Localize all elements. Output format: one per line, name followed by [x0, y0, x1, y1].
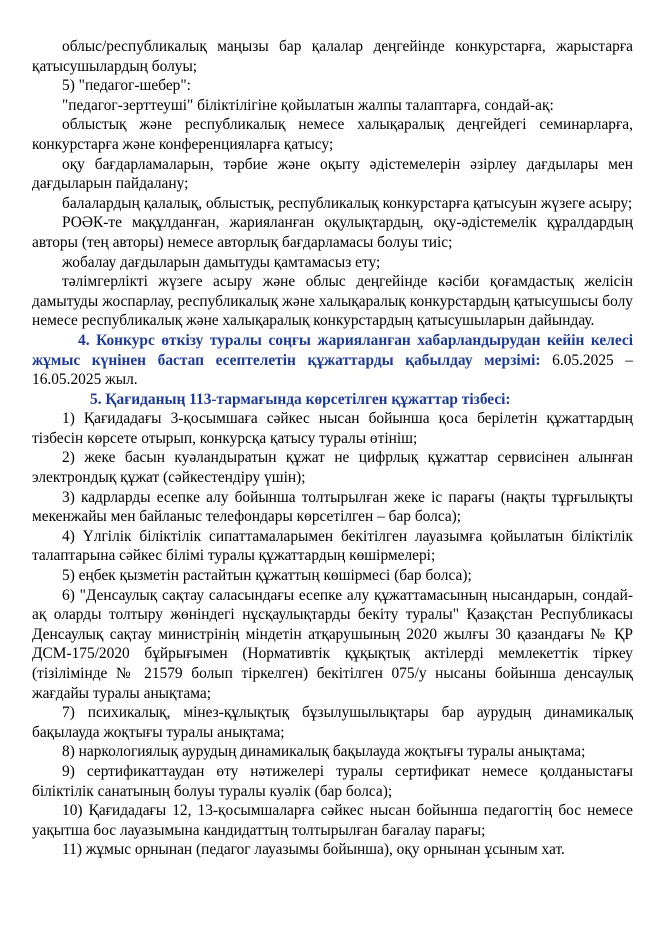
paragraph: оқу бағдарламаларын, тәрбие және оқыту әдістемелерін әзірлеу дағдылары мен дағдыларын пайдалану;: [32, 155, 633, 193]
paragraph: "педагог-зерттеуші" біліктілігіне қойылатын жалпы талаптарға, сондай-ақ:: [62, 96, 554, 114]
list-item: 8) наркологиялық аурудың динамикалық бақылауда жоқтығы туралы анықтама;: [62, 743, 586, 761]
list-item: 9) сертификаттаудан өту нәтижелері туралы сертификат немесе қолданыстағы біліктілік санатының болуы туралы куәлік (бар болса);: [32, 762, 633, 800]
list-item: 4) Үлгілік біліктілік сипаттамаларымен бекітілген лауазымға қойылатын біліктілік талаптарына сәйкес білімі туралы құжаттардың көшірмелері;: [32, 527, 633, 565]
list-item: 7) психикалық, мінез-құлықтық бұзылушылықтары бар аурудың динамикалық бақылауда жоқтығы туралы анықтама;: [32, 704, 633, 741]
paragraph: облыстық және республикалық немесе халықаралық деңгейдегі семинарларға, конкурстарға және конференцияларға қатысу;: [32, 116, 633, 153]
list-item: 1) Қағидадағы 3-қосымшаға сәйкес нысан бойынша қоса берілетін құжаттардың тізбесін көрсете отырып, конкурсқа қатысу туралы өтініш;: [32, 410, 633, 447]
paragraph: 5) "педагог-шебер":: [62, 77, 191, 95]
section-5-heading: 5. Қағиданың 113-тармағында көрсетілген құжаттар тізбесі:: [90, 390, 511, 408]
list-item: 10) Қағидадағы 12, 13-қосымшаларға сәйкес нысан бойынша педагогтің бос немесе уақытша бос лауазымына кандидаттың толтырылған бағалау парағы;: [32, 802, 633, 839]
list-item: 5) еңбек қызметін растайтын құжаттың көшірмесі (бар болса);: [62, 567, 472, 585]
list-item: 6) "Денсаулық сақтау саласындағы есепке алу құжаттамасының нысандарын, сондай-ақ оларды толтыру жөніндегі нұсқаулықтарды бекіту туралы" Қазақстан Республикасы Денсаулық сақтау министрінің міндетін атқарушының 2020 жылғы 30 қазандағы № ҚР ДСМ-175/2020 бұйрығымен (Нормативтік құқықтық актілерді мемлекеттік тіркеу (тізілімінде № 21579 болып тіркелген) бекітілген 075/у нысаны бойынша денсаулық жағдайы туралы анықтама;: [32, 586, 633, 702]
list-item: 3) кадрларды есепке алу бойынша толтырылған жеке іс парағы (нақты тұрғылықты мекенжайы мен байланыс телефондары көрсетілген – бар болса);: [32, 488, 633, 526]
section-4-dates: 6.05.2025 – 16.05.2025 жыл.: [32, 351, 633, 389]
paragraph: облыс/республикалық маңызы бар қалалар деңгейінде конкурстарға, жарыстарға қатысушылардың болуы;: [32, 38, 633, 75]
section-4-title: 4. Конкурс өткізу туралы соңғы жарияланған хабарландырудан кейін келесі жұмыс күнінен бастап есептелетін құжаттарды қабылдау мерзімі:: [32, 331, 633, 369]
list-item: 2) жеке басын куәландыратын құжат не цифрлық құжаттар сервисінен алынған электрондық құжат (сәйкестендіру үшін);: [32, 449, 633, 487]
paragraph: РОӘК-те мақұлданған, жарияланған оқулықтардың, оқу-әдістемелік құралдардың авторы (тең авторы) немесе авторлық бағдарламасы болуы тиіс;: [32, 214, 633, 251]
paragraph: жобалау дағдыларын дамытуды қамтамасыз ету;: [62, 253, 381, 271]
list-item: 11) жұмыс орнынан (педагог лауазымы бойынша), оқу орнынан ұсыным хат.: [62, 841, 565, 859]
section-4-heading: [32, 331, 633, 390]
paragraph: балалардың қалалық, облыстық, республикалық конкурстарға қатысуын жүзеге асыру;: [62, 194, 633, 212]
paragraph: тәлімгерлікті жүзеге асыру және облыс деңгейінде кәсіби қоғамдастық желісін дамытуды жоспарлау, республикалық және халықаралық конкурстардың қатысушысы болу немесе республикалық және халықаралық конкурстардың қатысушыларын дайындау.: [32, 273, 633, 330]
document-body: [32, 37, 633, 860]
